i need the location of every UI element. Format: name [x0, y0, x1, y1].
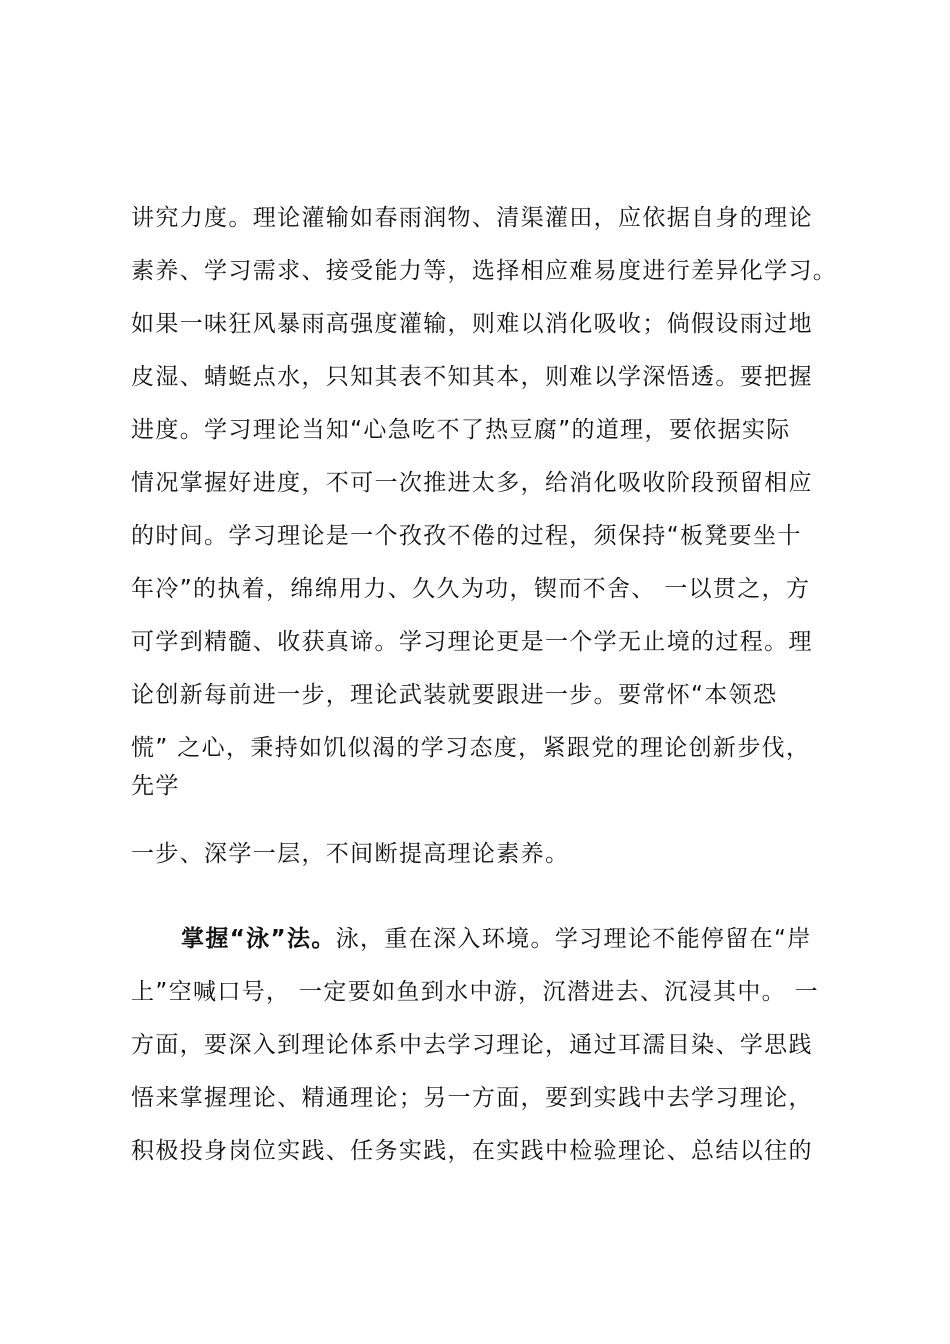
paragraph-1-line-2: 素养、学习需求、接受能力等，选择相应难易度进行差异化学习。: [131, 258, 838, 284]
paragraph-1-line-6: 情况掌握好进度，不可一次推进太多，给消化吸收阶段预留相应: [131, 470, 813, 496]
paragraph-1-line-5: 进度。学习理论当知“心急吃不了热豆腐”的道理，要依据实际: [131, 417, 791, 443]
paragraph-1-line-4: 皮湿、蜻蜓点水，只知其表不知其本，则难以学深悟透。要把握: [131, 364, 813, 390]
paragraph-2-line-2: 上”空喊口号， 一定要如鱼到水中游，沉潜进去、沉浸其中。 一: [131, 979, 820, 1005]
paragraph-2-line-3: 方面，要深入到理论体系中去学习理论，通过耳濡目染、学思践: [131, 1032, 813, 1058]
paragraph-2-first-line-text: 泳，重在深入环境。学习理论不能停留在“岸: [335, 926, 812, 952]
paragraph-1-line-12: 先学: [131, 773, 180, 799]
paragraph-1-line-1: 讲究力度。理论灌输如春雨润物、清渠灌田，应依据自身的理论: [131, 205, 813, 231]
paragraph-2-line-1: [181, 924, 881, 954]
paragraph-1-line-7: 的时间。学习理论是一个孜孜不倦的过程，须保持“板凳要坐十: [131, 523, 802, 549]
paragraph-1-line-8: 年冷”的执着，绵绵用力、久久为功，锲而不舍、 一以贯之，方: [131, 576, 811, 602]
paragraph-1-line-10: 论创新每前进一步，理论武装就要跟进一步。要常怀“本领恐: [131, 682, 778, 708]
paragraph-1-line-11: 慌” 之心，秉持如饥似渴的学习态度，紧跟党的理论创新步伐，: [131, 735, 811, 761]
paragraph-2-line-5: 积极投身岗位实践、任务实践，在实践中检验理论、总结以往的: [131, 1138, 813, 1164]
paragraph-2-line-4: 悟来掌握理论、精通理论；另一方面，要到实践中去学习理论，: [131, 1085, 813, 1111]
paragraph-2-heading: 掌握“泳”法。: [181, 926, 336, 952]
paragraph-1-line-9: 可学到精髓、收获真谛。学习理论更是一个学无止境的过程。理: [131, 629, 813, 655]
paragraph-1-line-13: 一步、深学一层，不间断提高理论素养。: [131, 841, 570, 867]
paragraph-1-line-3: 如果一味狂风暴雨高强度灌输，则难以消化吸收；倘假设雨过地: [131, 311, 813, 337]
